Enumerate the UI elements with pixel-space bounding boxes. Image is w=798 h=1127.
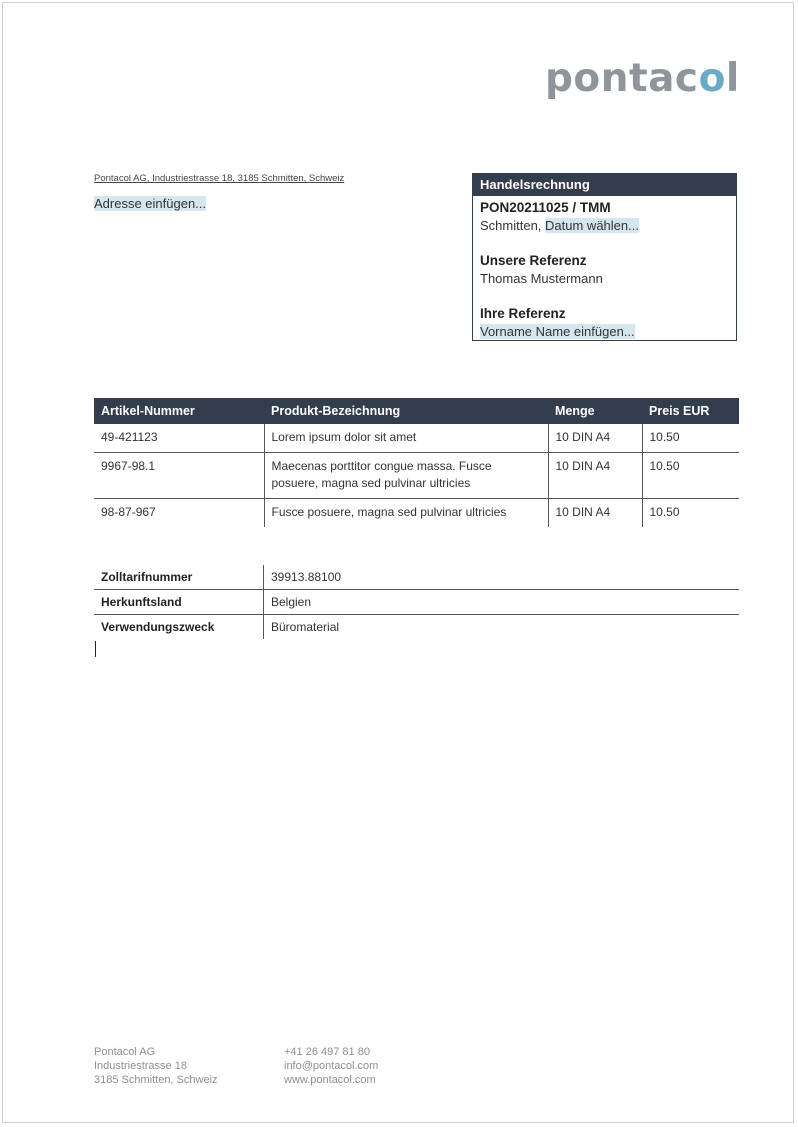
sender-line: Pontacol AG, Industriestrasse 18, 3185 Schmitten, Schweiz (94, 173, 345, 184)
table-row (94, 565, 739, 590)
product-cell[interactable]: Lorem ipsum dolor sit amet (264, 424, 548, 453)
customs-value[interactable]: Büromaterial (271, 620, 340, 634)
column-header-quantity: Menge (548, 398, 642, 424)
pontacol-logo: pontacol (545, 56, 740, 101)
document-page (2, 2, 794, 1123)
customs-label: Zolltarifnummer (94, 565, 264, 590)
customs-value[interactable]: Belgien (264, 590, 740, 615)
column-header-article-number: Artikel-Nummer (94, 398, 264, 424)
footer-contact (284, 1045, 378, 1087)
our-reference-value: Thomas Mustermann (480, 271, 603, 286)
article-number-cell[interactable]: 49-421123 (94, 424, 264, 453)
date-picker-field[interactable]: Datum wählen... (545, 218, 639, 233)
price-cell[interactable]: 10.50 (642, 499, 739, 528)
table-row (94, 499, 739, 528)
date-line: Schmitten, Datum wählen... (480, 218, 639, 233)
quantity-cell[interactable]: 10 DIN A4 (548, 424, 642, 453)
address-placeholder[interactable]: Adresse einfügen... (94, 196, 207, 211)
items-table (94, 398, 739, 527)
article-number-cell[interactable]: 98-87-967 (101, 505, 156, 519)
table-row (94, 453, 739, 499)
footer-phone: +41 26 497 81 80 (284, 1046, 370, 1058)
column-header-product: Produkt-Bezeichnung (264, 398, 548, 424)
footer-street: Industriestrasse 18 (94, 1060, 187, 1072)
footer-company: Pontacol AG (94, 1046, 156, 1058)
footer-email[interactable]: info@pontacol.com (284, 1060, 379, 1072)
customs-label: Verwendungszweck (94, 615, 264, 640)
table-row (94, 590, 739, 615)
customs-table (94, 565, 739, 639)
text-cursor (95, 641, 96, 657)
footer-web[interactable]: www.pontacol.com (284, 1074, 376, 1086)
quantity-cell[interactable]: 10 DIN A4 (548, 499, 642, 528)
invoice-number: PON20211025 / TMM (480, 200, 611, 215)
table-row (94, 615, 739, 640)
price-cell[interactable]: 10.50 (642, 453, 739, 499)
quantity-cell[interactable]: 10 DIN A4 (548, 453, 642, 499)
invoice-info-box (472, 173, 737, 341)
customs-label: Herkunftsland (94, 590, 264, 615)
your-reference-field[interactable]: Vorname Name einfügen... (480, 324, 635, 339)
footer-address (94, 1045, 218, 1087)
price-cell[interactable]: 10.50 (642, 424, 739, 453)
product-cell[interactable]: Maecenas porttitor congue massa. Fusce posuere, magna sed pulvinar ultricies (264, 453, 548, 499)
column-header-price: Preis EUR (642, 398, 739, 424)
article-number-cell[interactable]: 9967-98.1 (94, 453, 264, 499)
table-row (94, 424, 739, 453)
product-cell[interactable]: Fusce posuere, magna sed pulvinar ultricies (264, 499, 548, 528)
your-reference-label: Ihre Referenz (480, 306, 566, 321)
footer-city: 3185 Schmitten, Schweiz (94, 1074, 218, 1086)
our-reference-label: Unsere Referenz (480, 253, 587, 268)
customs-value[interactable]: 39913.88100 (264, 565, 740, 590)
invoice-title: Handelsrechnung (473, 174, 736, 196)
address-field[interactable] (94, 196, 206, 211)
